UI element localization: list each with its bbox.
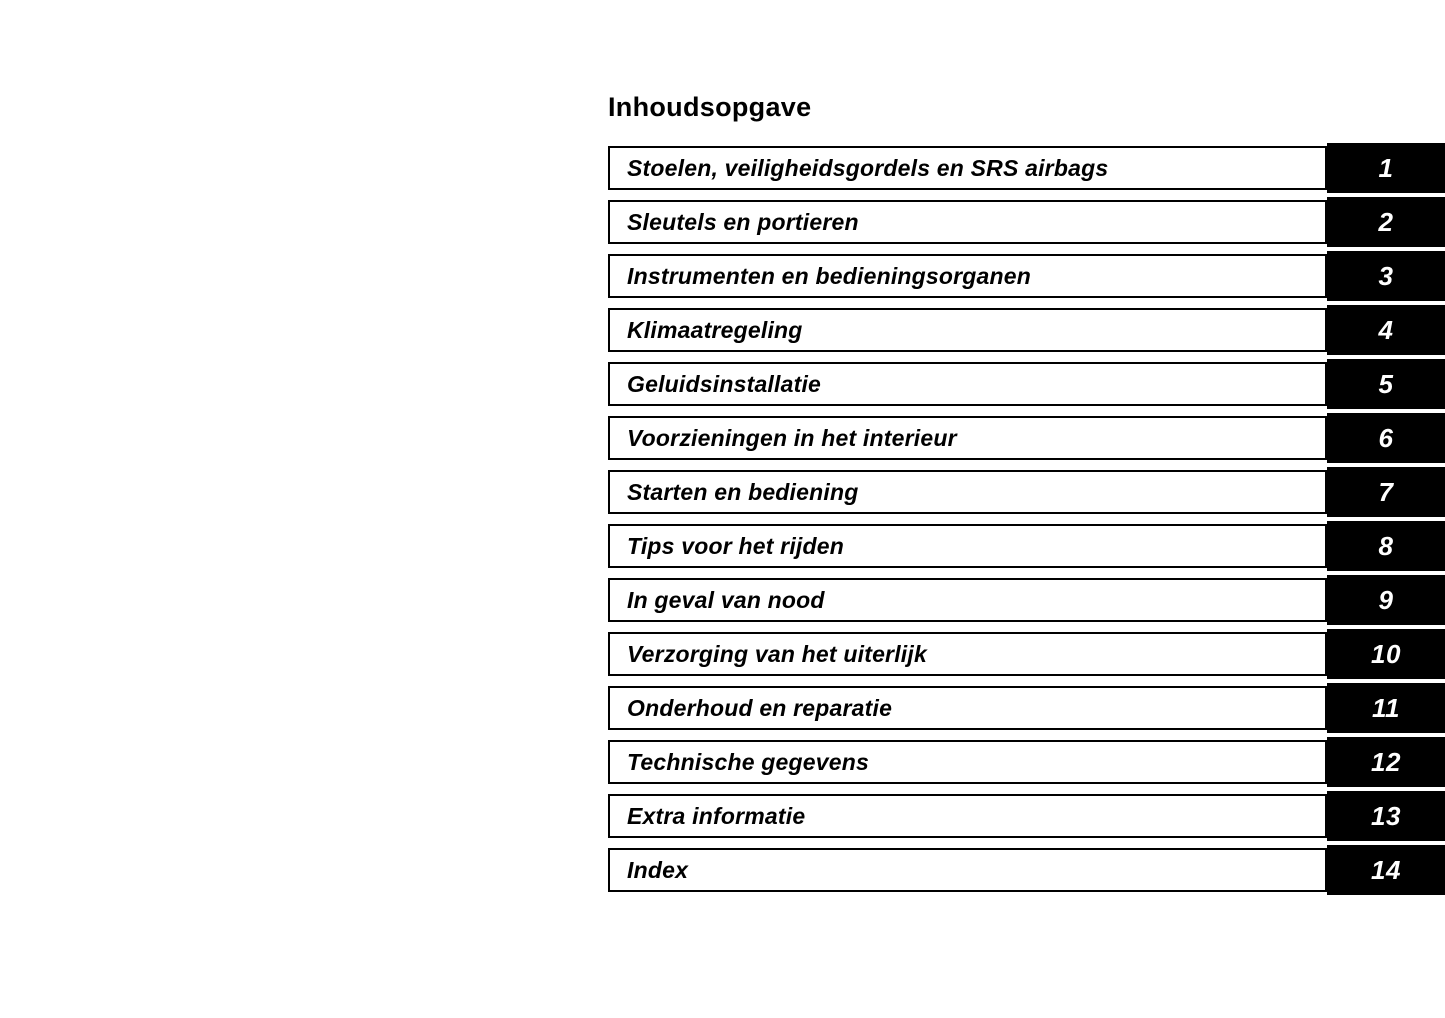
chapter-title: Voorzieningen in het interieur (627, 424, 957, 451)
chapter-number: 6 (1378, 422, 1394, 453)
chapter-number-tab (1327, 467, 1445, 517)
chapter-title: Tips voor het rijden (627, 532, 844, 559)
toc-row-chapter-3[interactable] (608, 249, 1445, 303)
chapter-number: 2 (1378, 206, 1394, 237)
toc-row-chapter-2[interactable] (608, 195, 1445, 249)
chapter-title: Index (627, 856, 689, 883)
page-title: Inhoudsopgave (608, 92, 812, 122)
chapter-number-tab (1327, 521, 1445, 571)
toc-list (608, 141, 1445, 897)
chapter-title: Onderhoud en reparatie (627, 694, 893, 721)
chapter-title-box (608, 254, 1327, 298)
chapter-title: Sleutels en portieren (627, 208, 859, 235)
chapter-number: 8 (1378, 530, 1394, 561)
chapter-title: Technische gegevens (627, 748, 869, 775)
chapter-title: Klimaatregeling (627, 316, 803, 343)
chapter-number-tab (1327, 197, 1445, 247)
toc-row-chapter-4[interactable] (608, 303, 1445, 357)
chapter-number: 12 (1371, 746, 1401, 777)
chapter-title-box (608, 848, 1327, 892)
chapter-number: 13 (1371, 800, 1401, 831)
chapter-number-tab (1327, 845, 1445, 895)
chapter-number-tab (1327, 737, 1445, 787)
chapter-number-tab (1327, 791, 1445, 841)
chapter-title: Geluidsinstallatie (627, 370, 822, 397)
chapter-number-tab (1327, 575, 1445, 625)
chapter-number-tab (1327, 629, 1445, 679)
chapter-title-box (608, 470, 1327, 514)
chapter-number: 11 (1372, 692, 1400, 723)
chapter-title-box (608, 578, 1327, 622)
chapter-number: 4 (1378, 314, 1394, 345)
chapter-number: 14 (1371, 854, 1401, 885)
chapter-number-tab (1327, 305, 1445, 355)
toc-row-chapter-6[interactable] (608, 411, 1445, 465)
chapter-title-box (608, 146, 1327, 190)
chapter-title: Verzorging van het uiterlijk (627, 640, 927, 667)
toc-row-chapter-5[interactable] (608, 357, 1445, 411)
chapter-title-box (608, 686, 1327, 730)
toc-row-chapter-1[interactable] (608, 141, 1445, 195)
chapter-number: 3 (1378, 260, 1394, 291)
chapter-number-tab (1327, 683, 1445, 733)
toc-row-chapter-14[interactable] (608, 843, 1445, 897)
chapter-number-tab (1327, 251, 1445, 301)
chapter-number: 9 (1378, 584, 1394, 615)
chapter-title-box (608, 794, 1327, 838)
chapter-number-tab (1327, 359, 1445, 409)
chapter-title-box (608, 740, 1327, 784)
toc-row-chapter-12[interactable] (608, 735, 1445, 789)
chapter-title-box (608, 632, 1327, 676)
chapter-number: 10 (1371, 638, 1401, 669)
toc-row-chapter-8[interactable] (608, 519, 1445, 573)
chapter-number: 5 (1378, 368, 1394, 399)
chapter-title-box (608, 200, 1327, 244)
chapter-title-box (608, 362, 1327, 406)
toc-row-chapter-10[interactable] (608, 627, 1445, 681)
chapter-title: In geval van nood (627, 586, 825, 613)
chapter-number-tab (1327, 413, 1445, 463)
chapter-title: Stoelen, veiligheidsgordels en SRS airbags (627, 154, 1109, 181)
toc-row-chapter-13[interactable] (608, 789, 1445, 843)
chapter-title: Instrumenten en bedieningsorganen (627, 262, 1032, 289)
chapter-title-box (608, 524, 1327, 568)
toc-row-chapter-7[interactable] (608, 465, 1445, 519)
chapter-title: Extra informatie (627, 802, 806, 829)
chapter-title: Starten en bediening (627, 478, 859, 505)
chapter-number-tab (1327, 143, 1445, 193)
chapter-number: 1 (1378, 152, 1394, 183)
chapter-number: 7 (1378, 476, 1394, 507)
chapter-title-box (608, 416, 1327, 460)
chapter-title-box (608, 308, 1327, 352)
toc-row-chapter-11[interactable] (608, 681, 1445, 735)
toc-row-chapter-9[interactable] (608, 573, 1445, 627)
